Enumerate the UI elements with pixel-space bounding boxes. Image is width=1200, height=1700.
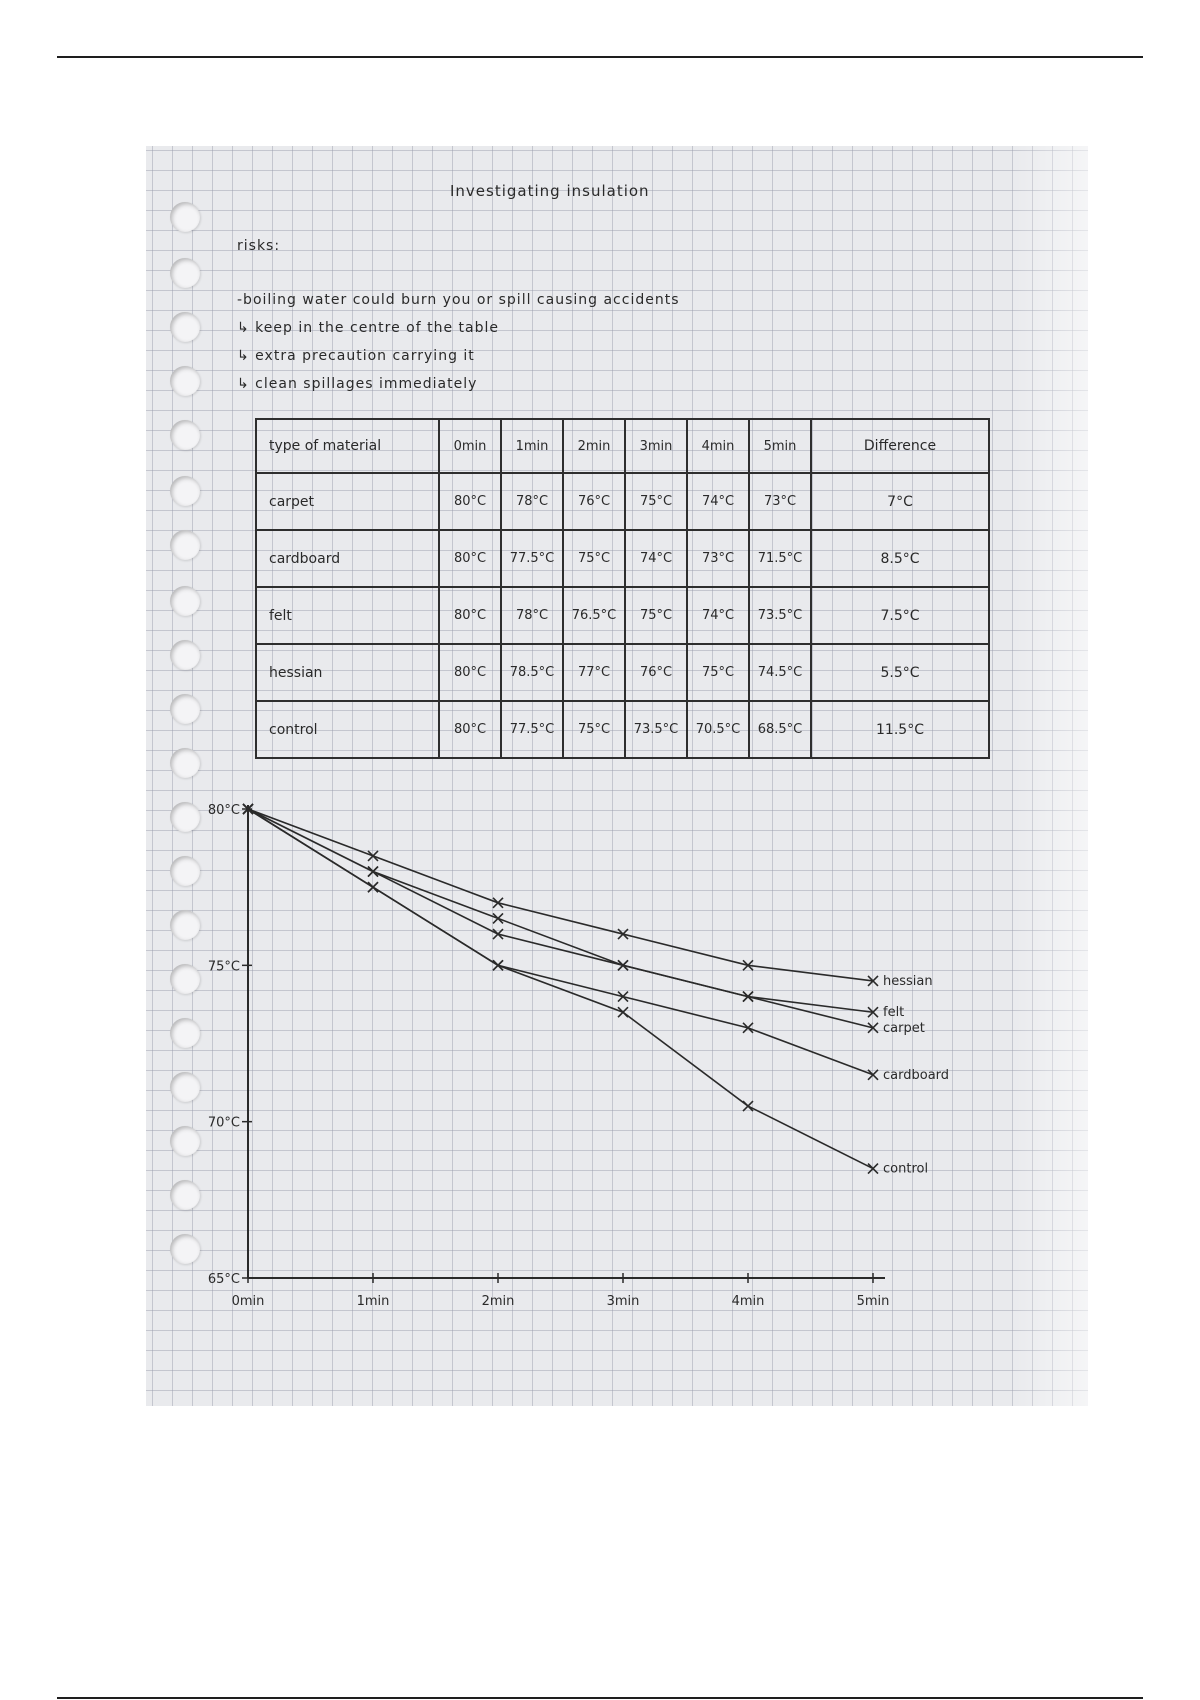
table-cell: felt	[256, 587, 439, 644]
table-cell: 77.5°C	[501, 701, 563, 758]
x-tick-label: 3min	[606, 1294, 640, 1309]
column-header: 3min	[625, 419, 687, 473]
data-point-carpet	[493, 929, 503, 939]
series-line-control	[248, 809, 873, 1169]
table-cell: cardboard	[256, 530, 439, 587]
table-cell: 76.5°C	[563, 587, 625, 644]
column-header: type of material	[256, 419, 439, 473]
data-point-cardboard	[743, 1023, 753, 1033]
table-cell: 78°C	[501, 473, 563, 530]
table-cell: 76°C	[625, 644, 687, 701]
table-cell: 77°C	[563, 644, 625, 701]
table-cell: 75°C	[563, 701, 625, 758]
table-cell: 68.5°C	[749, 701, 811, 758]
table-cell: 11.5°C	[811, 701, 989, 758]
x-tick-label: 5min	[856, 1294, 890, 1309]
table-cell: 80°C	[439, 473, 501, 530]
table-cell: 7°C	[811, 473, 989, 530]
table-cell: 75°C	[625, 473, 687, 530]
x-tick-label: 4min	[731, 1294, 765, 1309]
y-tick-label: 70°C	[207, 1115, 240, 1131]
table-cell: 73°C	[749, 473, 811, 530]
table-cell: hessian	[256, 644, 439, 701]
data-point-hessian	[368, 851, 378, 861]
y-tick-label: 80°C	[207, 803, 240, 818]
risk-item: -boiling water could burn you or spill causing accidents	[237, 292, 680, 308]
risks-heading: risks:	[237, 238, 281, 254]
table-cell: 80°C	[439, 644, 501, 701]
data-point-carpet	[618, 960, 628, 970]
x-tick-label: 0min	[231, 1294, 265, 1309]
y-tick-label: 65°C	[207, 1272, 240, 1287]
column-header: Difference	[811, 419, 989, 473]
table-cell: 80°C	[439, 587, 501, 644]
data-point-control	[618, 1007, 628, 1017]
table-cell: 74°C	[625, 530, 687, 587]
data-point-cardboard	[618, 992, 628, 1002]
table-cell: 78°C	[501, 587, 563, 644]
table-cell: 75°C	[625, 587, 687, 644]
data-point-hessian	[493, 898, 503, 908]
risk-item: ↳ clean spillages immediately	[237, 376, 478, 392]
data-point-carpet	[368, 867, 378, 877]
risk-item: ↳ keep in the centre of the table	[237, 320, 500, 336]
series-label: carpet	[883, 1020, 925, 1036]
table-cell: 75°C	[687, 644, 749, 701]
series-label: control	[883, 1161, 929, 1177]
data-point-control	[368, 882, 378, 892]
data-point-carpet	[868, 1023, 878, 1033]
table-cell: 74°C	[687, 473, 749, 530]
table-cell: 5.5°C	[811, 644, 989, 701]
table-cell: 71.5°C	[749, 530, 811, 587]
table-cell: 7.5°C	[811, 587, 989, 644]
series-line-hessian	[248, 809, 873, 981]
column-header: 0min	[439, 419, 501, 473]
table-cell: 75°C	[563, 530, 625, 587]
table-cell: 80°C	[439, 530, 501, 587]
table-cell: control	[256, 701, 439, 758]
table-cell: carpet	[256, 473, 439, 530]
risk-item: ↳ extra precaution carrying it	[237, 348, 475, 364]
table-cell: 78.5°C	[501, 644, 563, 701]
column-header: 2min	[563, 419, 625, 473]
page-title: Investigating insulation	[450, 182, 650, 200]
table-cell: 73°C	[687, 530, 749, 587]
series-label: hessian	[883, 973, 933, 989]
table-cell: 76°C	[563, 473, 625, 530]
table-cell: 73.5°C	[625, 701, 687, 758]
series-label: cardboard	[883, 1067, 950, 1083]
table-cell: 8.5°C	[811, 530, 989, 587]
table-cell: 74°C	[687, 587, 749, 644]
x-tick-label: 1min	[356, 1294, 390, 1309]
data-point-control	[868, 1164, 878, 1174]
data-point-control	[493, 960, 503, 970]
table-cell: 77.5°C	[501, 530, 563, 587]
column-header: 4min	[687, 419, 749, 473]
table-cell: 80°C	[439, 701, 501, 758]
table-cell: 73.5°C	[749, 587, 811, 644]
series-label: felt	[883, 1005, 905, 1021]
data-point-hessian	[618, 929, 628, 939]
column-header: 1min	[501, 419, 563, 473]
data-point-felt	[493, 913, 503, 923]
x-tick-label: 2min	[481, 1294, 515, 1309]
table-cell: 74.5°C	[749, 644, 811, 701]
data-point-control	[743, 1101, 753, 1111]
bottom-rule	[57, 1697, 1143, 1699]
y-tick-label: 75°C	[207, 959, 240, 975]
data-point-cardboard	[868, 1070, 878, 1080]
column-header: 5min	[749, 419, 811, 473]
table-cell: 70.5°C	[687, 701, 749, 758]
